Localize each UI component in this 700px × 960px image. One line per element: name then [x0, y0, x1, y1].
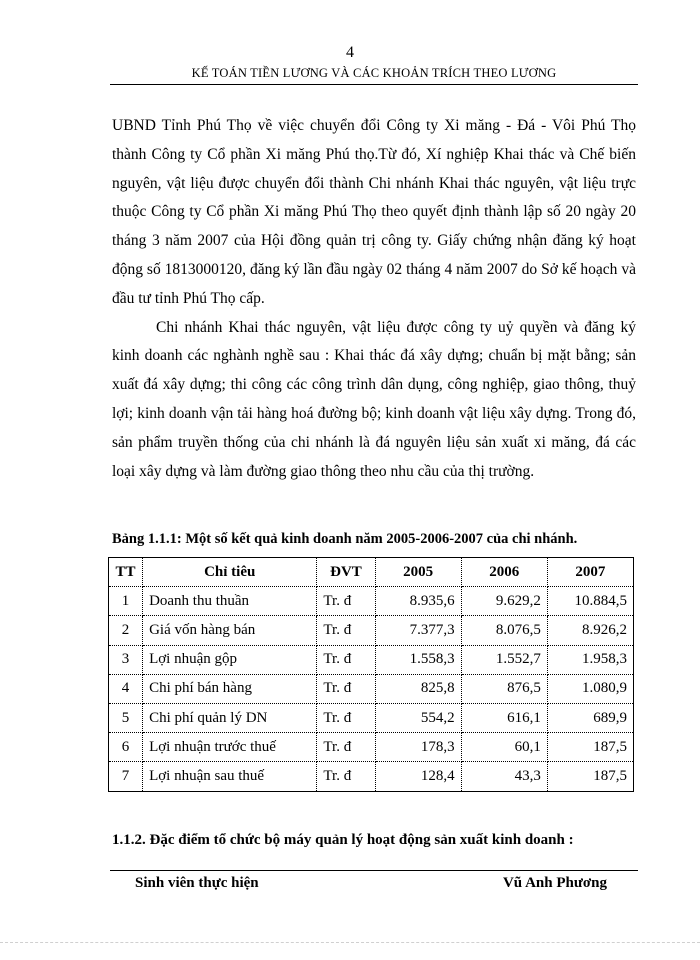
paragraph-2: Chi nhánh Khai thác nguyên, vật liệu được công ty uỷ quyền và đăng ký kinh doanh các nghành nghề sau : Khai thác đá xây dựng; chuẩn bị mặt bằng; sản xuất đá xây dựng; thi công các công trình dân dụng, công nghiệp, giao thông, thuỷ lợi; kinh doanh vận tải hàng hoá đường bộ; kinh doanh vật liệu xây dựng. Trong đó, sản phẩm truyền thống của chi nhánh là đá nguyên liệu sản xuất xi măng, đá các loại xây dựng và làm đường giao thông theo nhu cầu của thị trường. [112, 318, 636, 480]
row-2006: 9.629,2 [461, 587, 547, 616]
row-unit: Tr. đ [317, 733, 375, 762]
row-2006: 876,5 [461, 674, 547, 703]
row-unit: Tr. đ [317, 587, 375, 616]
row-number: 3 [109, 645, 143, 674]
page-bottom-rule [0, 942, 700, 943]
row-2007: 1.080,9 [547, 674, 633, 703]
row-2007: 10.884,5 [547, 587, 633, 616]
row-2007: 689,9 [547, 703, 633, 732]
row-2005: 8.935,6 [375, 587, 461, 616]
header-2006: 2006 [461, 558, 547, 587]
header-tt: TT [109, 558, 143, 587]
paragraph-1: UBND Tỉnh Phú Thọ về việc chuyển đổi Công ty Xi măng - Đá - Vôi Phú Thọ thành Công ty Cổ phần Xi măng Phú thọ.Từ đó, Xí nghiệp Khai thác và Chế biến nguyên, vật liệu được chuyển đổi thành Chi nhánh Khai thác nguyên, vật liệu trực thuộc Công ty Cổ phần Xi măng Phú Thọ theo quyết định thành lập số 20 ngày 20 tháng 3 năm 2007 của Hội đồng quản trị công ty. Giấy chứng nhận đăng ký hoạt động số 1813000120, đăng ký lần đầu ngày 02 tháng 4 năm 2007 do Sở kế hoạch và đầu tư tỉnh Phú Thọ cấp. [112, 117, 636, 307]
table-caption: Bảng 1.1.1: Một số kết quả kinh doanh năm 2005-2006-2007 của chi nhánh. [112, 531, 578, 547]
row-indicator: Lợi nhuận trước thuế [143, 733, 317, 762]
results-table [108, 557, 634, 792]
header-2007: 2007 [547, 558, 633, 587]
row-number: 7 [109, 762, 143, 791]
body-text [112, 112, 636, 486]
row-unit: Tr. đ [317, 616, 375, 645]
table-header-row [109, 558, 634, 587]
row-unit: Tr. đ [317, 674, 375, 703]
row-2007: 1.958,3 [547, 645, 633, 674]
row-2007: 187,5 [547, 733, 633, 762]
row-indicator: Chi phí bán hàng [143, 674, 317, 703]
row-2005: 1.558,3 [375, 645, 461, 674]
header-2005: 2005 [375, 558, 461, 587]
row-2005: 128,4 [375, 762, 461, 791]
table-row [109, 762, 634, 791]
row-2006: 43,3 [461, 762, 547, 791]
row-2005: 554,2 [375, 703, 461, 732]
row-number: 5 [109, 703, 143, 732]
header-unit: ĐVT [317, 558, 375, 587]
header-indicator: Chỉ tiêu [143, 558, 317, 587]
row-indicator: Chi phí quản lý DN [143, 703, 317, 732]
row-2005: 7.377,3 [375, 616, 461, 645]
footer-student-name: Vũ Anh Phương [502, 875, 607, 891]
row-unit: Tr. đ [317, 762, 375, 791]
table-row [109, 674, 634, 703]
footer-student-label: Sinh viên thực hiện [135, 875, 259, 891]
row-number: 6 [109, 733, 143, 762]
row-2007: 187,5 [547, 762, 633, 791]
row-indicator: Giá vốn hàng bán [143, 616, 317, 645]
header-rule [110, 84, 638, 85]
row-indicator: Lợi nhuận sau thuế [143, 762, 317, 791]
table-row [109, 703, 634, 732]
table-row [109, 645, 634, 674]
row-2006: 616,1 [461, 703, 547, 732]
row-unit: Tr. đ [317, 703, 375, 732]
row-number: 2 [109, 616, 143, 645]
row-2006: 60,1 [461, 733, 547, 762]
row-2007: 8.926,2 [547, 616, 633, 645]
row-2005: 825,8 [375, 674, 461, 703]
row-2006: 8.076,5 [461, 616, 547, 645]
row-2005: 178,3 [375, 733, 461, 762]
page-number: 4 [346, 44, 354, 61]
table-row [109, 587, 634, 616]
row-number: 4 [109, 674, 143, 703]
row-number: 1 [109, 587, 143, 616]
row-indicator: Doanh thu thuần [143, 587, 317, 616]
row-unit: Tr. đ [317, 645, 375, 674]
table-row [109, 733, 634, 762]
running-header: KẾ TOÁN TIỀN LƯƠNG VÀ CÁC KHOẢN TRÍCH THEO LƯƠNG [191, 66, 557, 80]
table-row [109, 616, 634, 645]
row-2006: 1.552,7 [461, 645, 547, 674]
footer-rule [110, 870, 638, 871]
row-indicator: Lợi nhuận gộp [143, 645, 317, 674]
section-heading: 1.1.2. Đặc điểm tổ chức bộ máy quản lý hoạt động sản xuất kinh doanh : [112, 832, 574, 848]
